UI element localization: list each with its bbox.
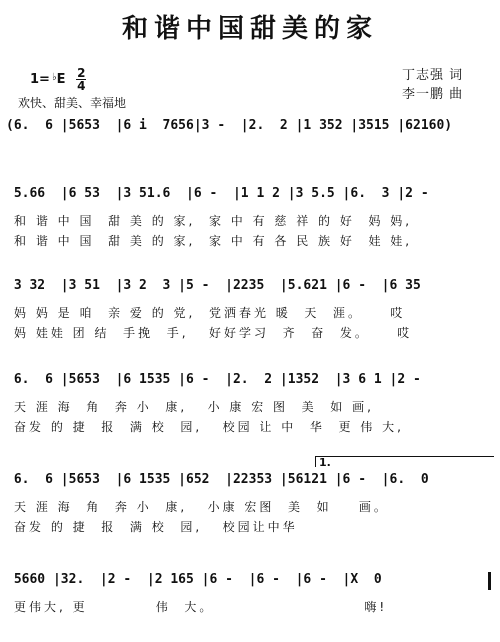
- notation-line-3: 3 32 |3 51 |3 2 3 |5 - |2235 |5.621 |6 - |6 35: [6, 278, 421, 293]
- lyric-line-5a: 天 涯 海 角 奔 小 康, 小康 宏图 美 如 画。: [14, 500, 389, 514]
- lyric-line-3a: 妈 妈 是 咱 亲 爱 的 党, 党洒春光 暖 天 涯。 哎: [14, 306, 406, 320]
- meter-top: 2: [77, 66, 86, 80]
- notation-line-2: 5.66 |6 53 |3 51.6 |6 - |1 1 2 |3 5.5 |6. 3 |2 -: [6, 186, 429, 201]
- final-barline: [488, 572, 491, 590]
- time-signature: [76, 67, 86, 92]
- key-label: 1=: [30, 72, 50, 87]
- lyric-line-2b: 和 谐 中 国 甜 美 的 家, 家 中 有 各 民 族 好 娃 娃,: [14, 234, 413, 248]
- composer-credit: 李一鹏 曲: [402, 87, 464, 102]
- key-signature: [30, 67, 86, 92]
- lyric-line-6a: 更伟大, 更 伟 大。 嗨!: [14, 600, 388, 614]
- notation-line-1: (6. 6 |5653 |6 i 7656|3 - |2. 2 |1 352 |3515 |62160): [6, 118, 453, 133]
- flat-sign: ♭: [51, 72, 57, 83]
- notation-line-6: 5660 |32. |2 - |2 165 |6 - |6 - |6 - |X 0: [6, 572, 382, 587]
- lyric-line-4b: 奋发 的 捷 报 满 校 园, 校园 让 中 华 更 伟 大,: [14, 420, 404, 434]
- lyric-line-3b: 妈 娃娃 团 结 手挽 手, 好好学习 齐 奋 发。 哎: [14, 326, 413, 340]
- first-ending-bracket: [315, 456, 494, 467]
- first-ending-number: 1.: [319, 456, 331, 469]
- lyric-line-2a: 和 谐 中 国 甜 美 的 家, 家 中 有 慈 祥 的 好 妈 妈,: [14, 214, 413, 228]
- notation-line-5: 6. 6 |5653 |6 1535 |652 |22353 |56121 |6 - |6. 0: [6, 472, 429, 487]
- notation-line-4: 6. 6 |5653 |6 1535 |6 - |2. 2 |1352 |3 6 1 |2 -: [6, 372, 421, 387]
- lyricist-credit: 丁志强 词: [402, 68, 464, 83]
- key-note: E: [56, 72, 66, 87]
- lyric-line-4a: 天 涯 海 角 奔 小 康, 小 康 宏 图 美 如 画,: [14, 400, 374, 414]
- lyric-line-5b: 奋发 的 捷 报 满 校 园, 校园让中华: [14, 520, 298, 534]
- song-title: 和谐中国甜美的家: [121, 14, 378, 44]
- meter-bottom: 4: [77, 79, 86, 93]
- tempo-marking: 欢快、甜美、幸福地: [18, 96, 127, 110]
